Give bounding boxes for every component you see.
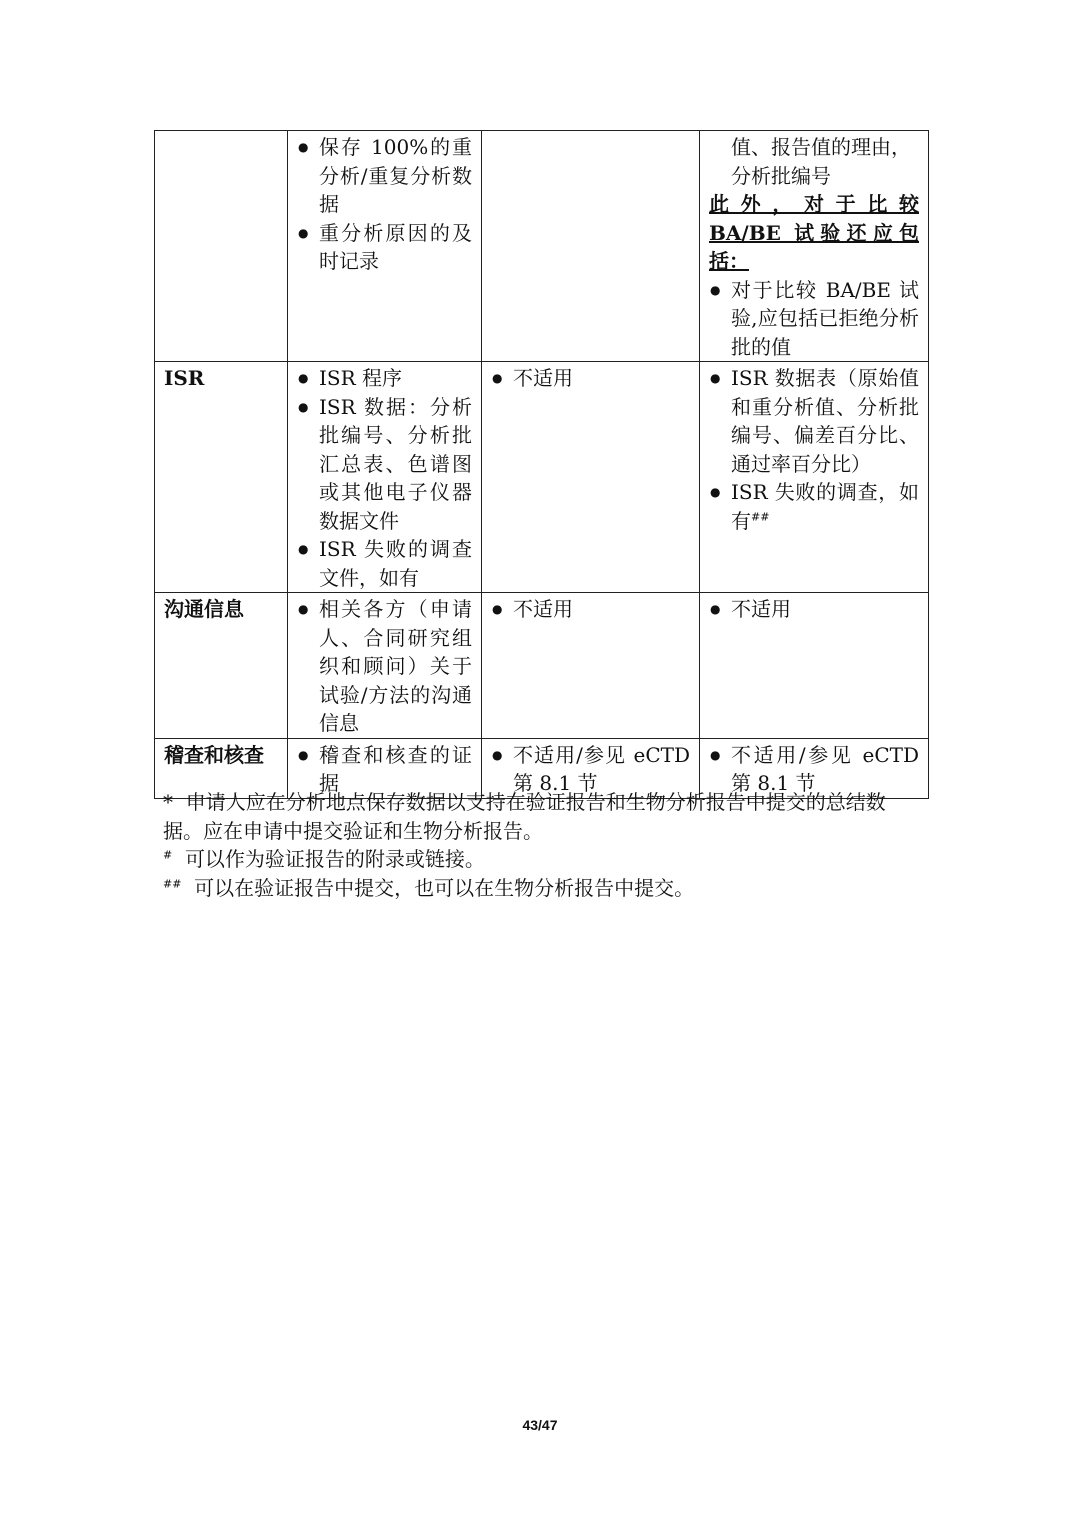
footnote (163, 788, 923, 845)
footnote-text: 可以作为验证报告的附录或链接。 (184, 847, 485, 871)
cell-col4 (700, 593, 929, 739)
list-item: ● 重分析原因的及时记录 (297, 219, 472, 276)
list-item: ● 稽查和核查的证据 (297, 741, 472, 798)
row-label: 沟通信息 (155, 593, 288, 739)
cell-col2 (288, 131, 482, 362)
list-item: ● ISR 失败的调查文件，如有 (297, 535, 472, 592)
row-label: 稽查和核查 (155, 738, 288, 798)
page-number: 43/47 (522, 1417, 558, 1433)
list-item: ● 不适用/参见 eCTD 第 8.1 节 (491, 741, 690, 798)
cell-col3 (482, 131, 700, 362)
cell-col4 (700, 131, 929, 362)
list-item: ● 对于比较 BA/BE 试验,应包括已拒绝分析批的值 (709, 276, 919, 362)
list-item: ● 不适用/参见 eCTD 第 8.1 节 (709, 741, 919, 798)
cell-col3 (482, 593, 700, 739)
table-row (155, 131, 929, 362)
continued-text: 值、报告值的理由， (731, 135, 911, 159)
list-item: ● 不适用 (491, 595, 690, 624)
footnote (163, 845, 923, 874)
row-label (155, 131, 288, 362)
additional-requirement-heading: BA/BE 试验还应包 (709, 220, 919, 245)
requirements-table (154, 130, 929, 799)
footnote (163, 874, 923, 903)
table-footnotes (163, 788, 923, 902)
cell-col2 (288, 593, 482, 739)
footnote-text: 申请人应在分析地点保存数据以支持在验证报告和生物分析报告中提交的总结数据。应在申请中提交验证和生物分析报告。 (163, 790, 886, 843)
list-item-text: ISR 失败的调查，如有 (731, 480, 919, 533)
list-item: ● 保存 100%的重分析/重复分析数据 (297, 133, 472, 219)
table-row (155, 362, 929, 593)
list-item: ● ISR 数据表（原始值和重分析值、分析批编号、偏差百分比、通过率百分比） (709, 364, 919, 478)
cell-col3 (482, 362, 700, 593)
footnote-text: 可以在验证报告中提交，也可以在生物分析报告中提交。 (194, 875, 695, 900)
additional-requirement-heading: 此 外 ， 对 于 比 较 (709, 192, 919, 216)
footnote-mark: * (163, 790, 173, 814)
list-item: ● ISR 程序 (297, 364, 472, 393)
footnote-mark: # (163, 848, 173, 862)
list-item: ● 不适用 (709, 595, 919, 624)
list-item (709, 478, 919, 535)
footnote-mark: ## (163, 876, 182, 890)
list-item: ● 不适用 (491, 364, 690, 393)
cell-col4 (700, 362, 929, 593)
cell-col2 (288, 362, 482, 593)
continued-text: 分析批编号 (731, 163, 831, 188)
footnote-marker: ## (751, 509, 770, 523)
row-label: ISR (155, 362, 288, 593)
list-item: ● ISR 数据：分析批编号、分析批汇总表、色谱图或其他电子仪器数据文件 (297, 393, 472, 536)
additional-requirement-heading: 括： (709, 249, 749, 273)
list-item: ● 相关各方（申请人、合同研究组织和顾问）关于试验/方法的沟通信息 (297, 595, 472, 738)
table-row (155, 593, 929, 739)
